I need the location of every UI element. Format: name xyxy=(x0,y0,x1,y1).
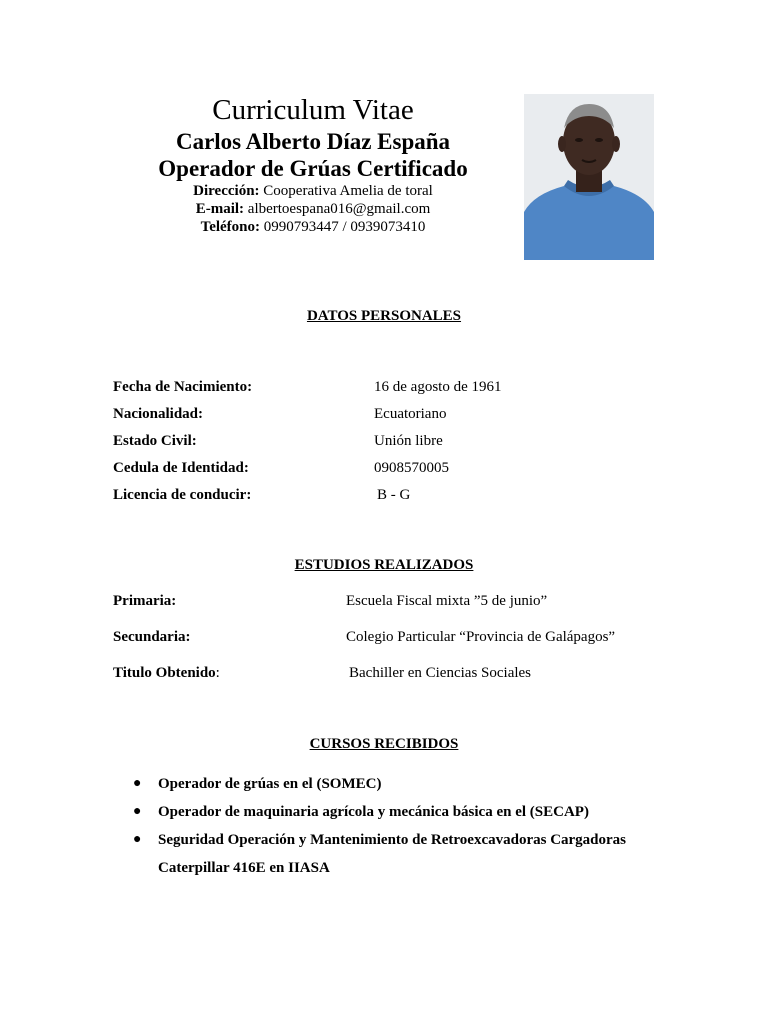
studies-label: Primaria: xyxy=(113,593,177,609)
bullet-icon: ● xyxy=(133,804,142,819)
course-text: Operador de maquinaria agrícola y mecánica básica en el (SECAP) xyxy=(158,804,589,820)
personal-row xyxy=(113,460,713,480)
personal-value: 0908570005 xyxy=(374,460,449,476)
email-value: albertoespana016@gmail.com xyxy=(247,201,431,217)
section-title-courses: CURSOS RECIBIDOS xyxy=(309,736,459,752)
list-item xyxy=(113,826,653,882)
list-item xyxy=(113,770,653,798)
candidate-name: Carlos Alberto Díaz España xyxy=(175,129,451,154)
address-value: Cooperativa Amelia de toral xyxy=(263,183,433,199)
personal-value: Unión libre xyxy=(374,433,443,449)
list-item xyxy=(113,798,653,826)
personal-row xyxy=(113,406,713,426)
studies-value: Colegio Particular “Provincia de Galápagos” xyxy=(346,629,616,645)
course-text: Operador de grúas en el (SOMEC) xyxy=(158,776,382,792)
personal-label: Estado Civil: xyxy=(113,433,197,449)
studies-label xyxy=(113,665,220,682)
bullet-icon: ● xyxy=(133,776,142,791)
phone-label: Teléfono: xyxy=(200,219,261,235)
phone-value: 0990793447 / 0939073410 xyxy=(263,219,426,235)
personal-row xyxy=(113,433,713,453)
personal-label: Nacionalidad: xyxy=(113,406,204,422)
personal-value: B - G xyxy=(377,487,411,503)
studies-row xyxy=(113,593,713,613)
personal-label: Cedula de Identidad: xyxy=(113,460,249,476)
studies-row xyxy=(113,665,713,685)
address-label: Dirección: xyxy=(193,183,260,199)
candidate-role: Operador de Grúas Certificado xyxy=(158,156,468,181)
course-text: Seguridad Operación y Mantenimiento de Retroexcavadoras Cargadoras Caterpillar 416E en IIASA xyxy=(158,832,627,876)
courses-list xyxy=(113,770,653,882)
personal-row xyxy=(113,487,713,507)
email-label: E-mail: xyxy=(195,201,245,217)
section-title-personal: DATOS PERSONALES xyxy=(306,308,462,324)
studies-row xyxy=(113,629,713,649)
studies-value: Escuela Fiscal mixta ”5 de junio” xyxy=(346,593,548,609)
profile-photo xyxy=(524,94,654,260)
bullet-icon: ● xyxy=(133,832,142,847)
studies-label: Secundaria: xyxy=(113,629,191,645)
personal-value: Ecuatoriano xyxy=(374,406,447,422)
studies-label-colon: : xyxy=(215,665,220,681)
studies-value: Bachiller en Ciencias Sociales xyxy=(349,665,532,681)
cv-title: Curriculum Vitae xyxy=(212,94,414,126)
portrait-image xyxy=(524,94,654,260)
personal-label: Fecha de Nacimiento: xyxy=(113,379,253,395)
section-title-studies: ESTUDIOS REALIZADOS xyxy=(294,557,474,573)
personal-row xyxy=(113,379,713,399)
studies-label-text: Titulo Obtenido xyxy=(113,665,216,681)
personal-label: Licencia de conducir: xyxy=(113,487,252,503)
personal-value: 16 de agosto de 1961 xyxy=(374,379,502,395)
